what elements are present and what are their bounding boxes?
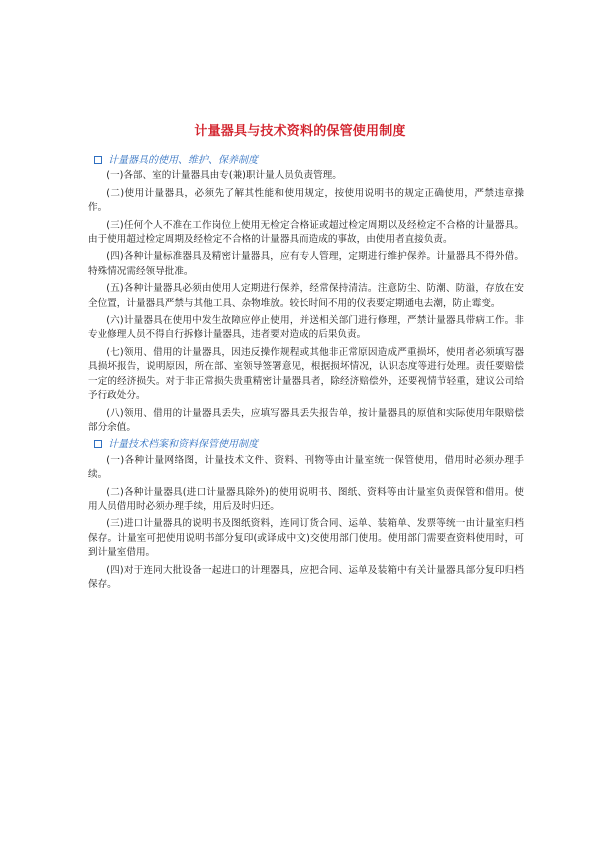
- paragraph: (三)进口计量器具的说明书及图纸资料，连同订货合同、运单、装箱单、发票等统一由计量室归档保存。计量室可把使用说明书部分复印(或译成中文)交使用部门使用。使用部门需要查资料使用时，可到计量室借用。: [88, 518, 524, 559]
- paragraph: (一)各部、室的计量器具由专(兼)职计量人员负责管理。: [106, 170, 342, 182]
- paragraph: (八)领用、借用的计量器具丢失，应填写器具丢失报告单，按计量器具的原值和实际使用年限赔偿部分余值。: [88, 407, 524, 433]
- document-title: 计量器具与技术资料的保管使用制度: [194, 124, 406, 139]
- paragraph: (二)各种计量器具(进口计量器具除外)的使用说明书、图纸、资料等由计量室负责保管和借用。使用人员借用时必须办理手续，用后及时归还。: [88, 486, 524, 512]
- paragraph: (六)计量器具在使用中发生故障应停止使用，并送相关部门进行修理，严禁计量器具带病工作。非专业修理人员不得自行拆修计量器具，违者要对造成的后果负责。: [88, 315, 524, 341]
- section-heading-text: 计量器具的使用、维护、保养制度: [108, 155, 258, 166]
- paragraph: (四)对于连同大批设备一起进口的计理器具，应把合同、运单及装箱中有关计量器具部分复印归档保存。: [88, 564, 524, 590]
- paragraph: (四)各种计量标准器具及精密计量器具，应有专人管理，定期进行维护保养。计量器具不得外借。特殊情况需经领导批准。: [88, 251, 524, 277]
- section-heading-usage: [94, 154, 524, 168]
- checkbox-square-icon: [94, 440, 102, 448]
- document-body: [88, 154, 524, 595]
- section-heading-archives: [94, 438, 524, 452]
- section-heading-text: 计量技术档案和资料保管使用制度: [108, 439, 258, 451]
- checkbox-square-icon: [94, 156, 102, 164]
- paragraph: (七)领用、借用的计量器具，因违反操作规程或其他非正常原因造成严重损坏，使用者必须填写器具损坏报告，说明原因，所在部、室领导签署意见，根据损坏情况，认识态度等进行处理。责任要赔偿一定的经济损失。对于非正常损失贵重精密计量器具者，除经济赔偿外，还要视情节轻重，建议公司给予行政处分。: [88, 346, 524, 402]
- paragraph: (二)使用计量器具，必须先了解其性能和使用规定，按使用说明书的规定正确使用，严禁违章操作。: [88, 187, 524, 214]
- paragraph: (三)任何个人不准在工作岗位上使用无检定合格证或超过检定周期以及经检定不合格的计量器具。由于使用超过检定周期及经检定不合格的计量器具而造成的事故，由使用者直接负责。: [88, 219, 524, 246]
- paragraph: (一)各种计量网络图，计量技术文件、资料、刊物等由计量室统一保管使用，借用时必须办理手续。: [88, 454, 524, 481]
- paragraph: (五)各种计量器具必须由使用人定期进行保养，经常保持清洁。注意防尘、防潮、防溢，存放在安全位置，计量器具严禁与其他工具、杂物堆放。较长时间不用的仪表要定期通电去潮，防止霉变。: [88, 283, 524, 309]
